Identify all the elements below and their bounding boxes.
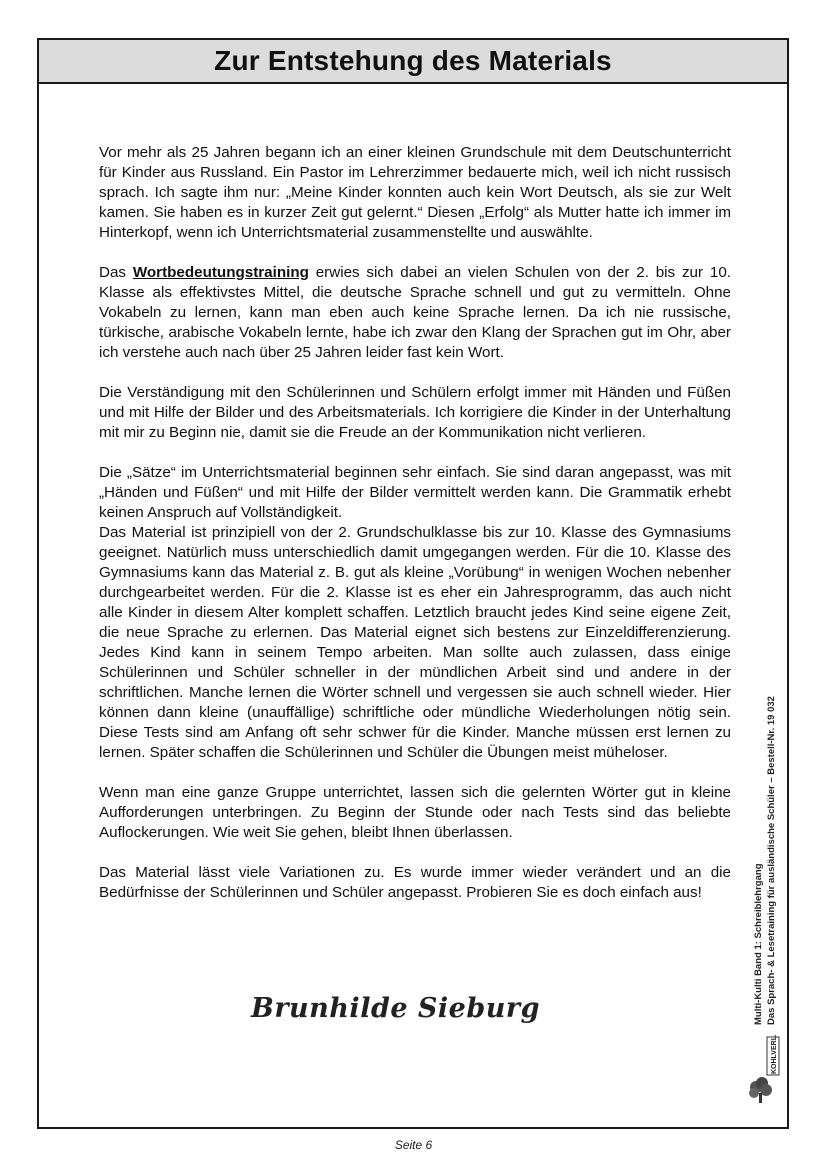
paragraph-7: Das Material lässt viele Variationen zu. Es wurde immer wieder verändert und an die Bedürfnisse der Schülerinnen und Schüler angepasst. Probieren Sie es doch einfach aus! xyxy=(99,864,731,901)
tree-logo-icon xyxy=(746,1035,782,1105)
paragraph-1: Vor mehr als 25 Jahren begann ich an einer kleinen Grundschule mit dem Deutschunterricht für Kinder aus Russland. Ein Pastor im Lehrerzimmer bedauerte mich, weil ich nicht russisch sprach. Ich sagte ihm nur: „Meine Kinder konnten auch kein Wort Deutsch, als sie zur Welt kamen. Sie haben es in kurzer Zeit gut gelernt.“ Diesen „Erfolg“ als Mutter hatte ich immer im Hinterkopf, wenn ich Unterrichtsmaterial zusammenstellte und auswählte. xyxy=(99,144,731,241)
paragraph-2 xyxy=(99,263,731,363)
logo-text: KOHLVERLAG xyxy=(771,1035,778,1074)
paragraph-5: Das Material ist prinzipiell von der 2. Grundschulklasse bis zur 10. Klasse des Gymnasiums geeignet. Natürlich muss unterschiedlich damit umgegangen werden. Für die 10. Klasse des Gymnasiums kann das Material z. B. gut als kleine „Vorübung“ in wenigen Wochen nebenher durchgearbeitet werden. Für die 2. Klasse ist es eher ein Jahresprogramm, das auch nicht alle Kinder in diesem Alter komplett schaffen. Letztlich braucht jedes Kind seine eigene Zeit, die neue Sprache zu erlernen. Das Material eignet sich bestens zur Einzeldifferenzierung. Jedes Kind kann in seinem Tempo arbeiten. Man sollte auch zulassen, dass einige Schülerinnen und Schüler schneller in der mündlichen Arbeit sind und andere in der schriftlichen. Manche lernen die Wörter schnell und vergessen sie auch schnell wieder. Hier können dann kleine (unauffällige) schriftliche oder mündliche Wiederholungen nötig sein. Diese Tests sind am Anfang oft sehr schwer für die Kinder. Manche müssen erst lernen zu lernen. Später schaffen die Schülerinnen und Schüler die Übungen meist müheloser. xyxy=(99,524,731,761)
keyword-wortbedeutungstraining: Wortbedeutungstraining xyxy=(132,264,309,281)
title-bar xyxy=(39,40,787,84)
paragraph-6: Wenn man eine ganze Gruppe unterrichtet, lassen sich die gelernten Wörter gut in kleine Aufforderungen unterbringen. Zu Beginn der Stunde oder nach Tests sind das beliebte Auflockerungen. Wie weit Sie gehen, bleibt Ihnen überlassen. xyxy=(99,784,731,841)
sidebar-text xyxy=(752,670,786,1025)
publisher-sidebar xyxy=(752,670,786,1025)
paragraph-2-rest: erwies sich dabei an vielen Schulen von der 2. bis zur 10. Klasse als effektivstes Mittel, die deutsche Sprache schnell und gut zu vermitteln. Ohne Vokabeln zu lernen, kann man eben auch keine Sprache lernen. Da ich nie russische, türkische, arabische Vokabeln lernte, habe ich zwar den Klang der Sprachen gut im Ohr, aber ich verstehe auch nach über 25 Jahren leider fast kein Wort. xyxy=(99,264,731,361)
signature: Brunhilde Sieburg xyxy=(251,993,540,1024)
sidebar-line-1: Multi-Kulti Band 1: Schreiblehrgang xyxy=(753,863,764,1025)
paragraph-2-start: Das xyxy=(99,264,133,281)
paragraph-4: Die „Sätze“ im Unterrichtsmaterial beginnen sehr einfach. Sie sind daran angepasst, was mit „Händen und Füßen“ und mit Hilfe der Bilder vermittelt werden kann. Die Grammatik erhebt keinen Anspruch auf Vollständigkeit. xyxy=(99,464,731,521)
page-number: Seite 6 xyxy=(394,1138,433,1152)
paragraph-3: Die Verständigung mit den Schülerinnen und Schülern erfolgt immer mit Händen und Füßen und mit Hilfe der Bilder und des Arbeitsmaterials. Ich korrigiere die Kinder in der Unterhaltung mit mir zu Beginn nie, damit sie die Freude an der Kommunikation nicht verlieren. xyxy=(99,384,731,441)
sidebar-line-2: Das Sprach- & Lesetraining für ausländische Schüler – Bestell-Nr. 19 032 xyxy=(766,696,777,1025)
page-title: Zur Entstehung des Materials xyxy=(214,45,612,76)
page-frame xyxy=(37,38,789,1129)
kohl-verlag-logo xyxy=(746,1035,782,1105)
body-text xyxy=(99,143,731,923)
